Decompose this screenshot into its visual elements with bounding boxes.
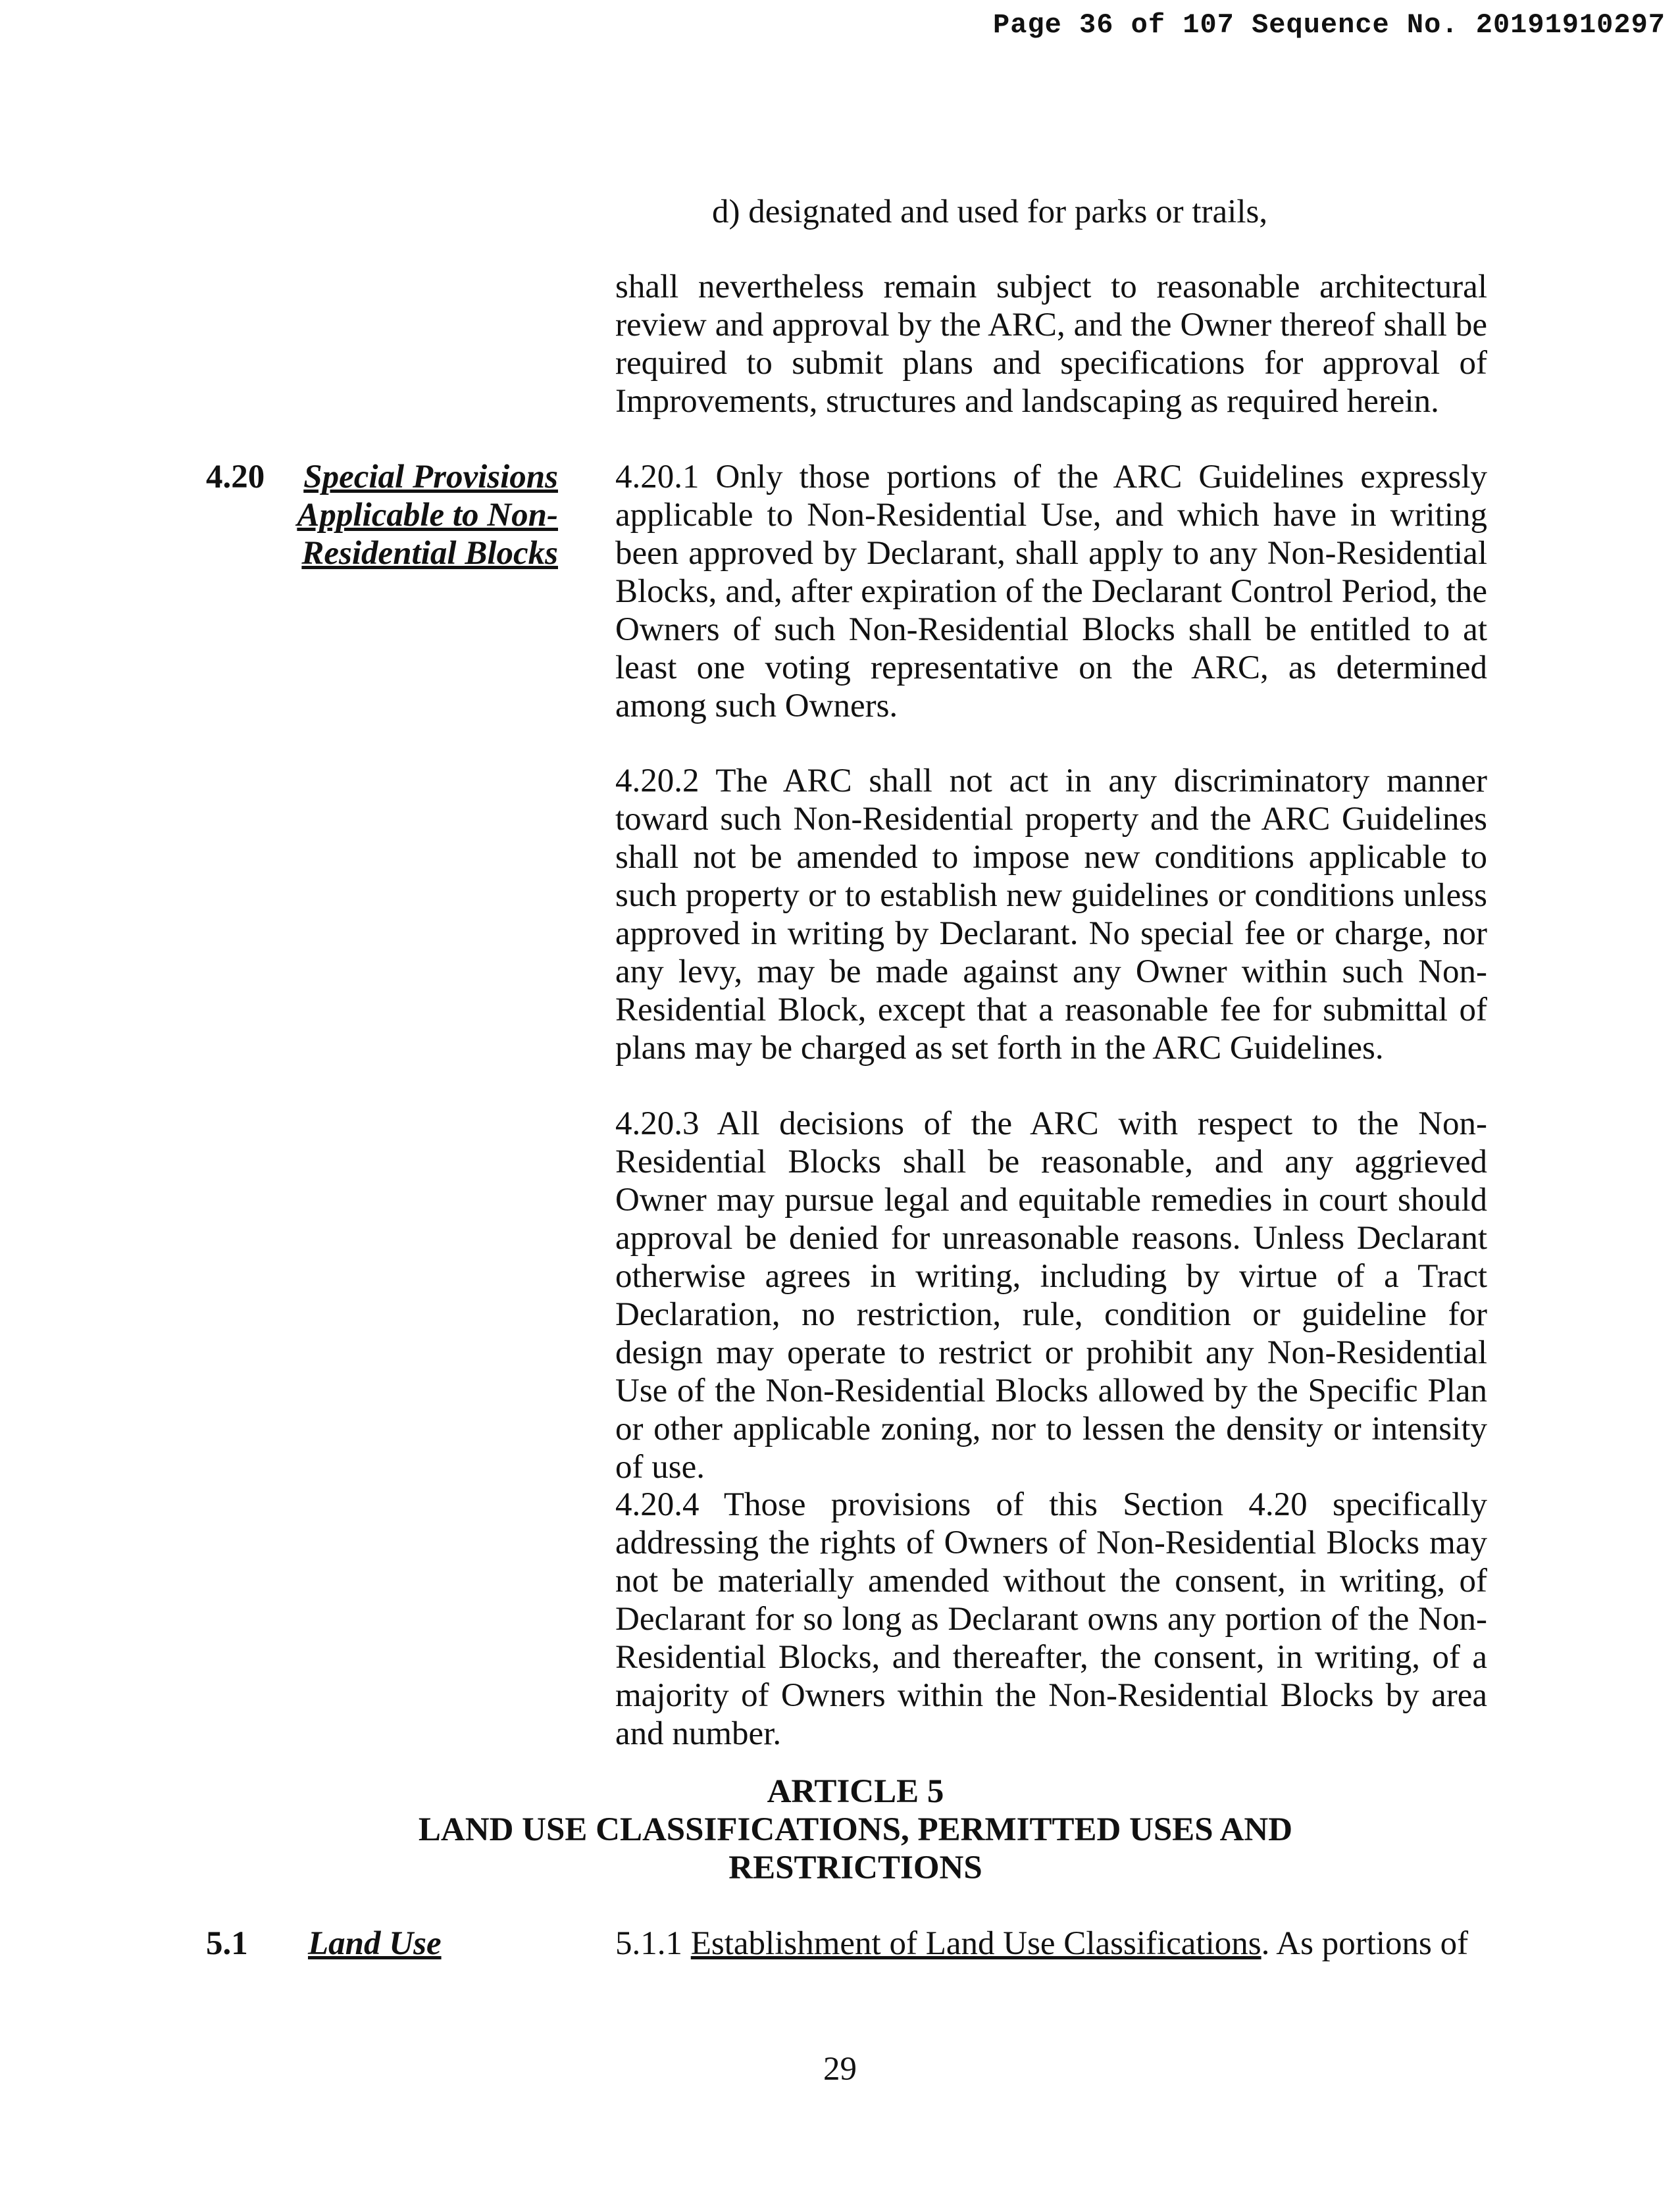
article-heading xyxy=(342,1773,1369,1887)
article-number: ARTICLE 5 xyxy=(767,1773,944,1810)
list-item-d: d) designated and used for parks or trails, xyxy=(712,193,1268,230)
section-title-5-1: Land Use xyxy=(308,1925,442,1962)
page-sequence-stamp: Page 36 of 107 Sequence No. 20191910297 xyxy=(993,9,1666,41)
subsection-text: . As portions of xyxy=(1261,1925,1469,1962)
continuation-paragraph: shall nevertheless remain subject to reasonable architectural review and approval by the ARC, and the Owner thereof shall be required to submit plans and specifications for approval of Improvements, structures and landscaping as required herein. xyxy=(615,268,1487,420)
section-number-4-20: 4.20 xyxy=(206,459,265,495)
paragraph-4-20-4: 4.20.4 Those provisions of this Section 4.20 specifically addressing the rights of Owners of Non-Residential Blocks may not be materially amended without the consent, in writing, of Declarant for so long as Declarant owns any portion of the Non-Residential Blocks, and thereafter, the consent, in writing, of a majority of Owners within the Non-Residential Blocks by area and number. xyxy=(615,1486,1487,1752)
section-title-line: Special Provisions xyxy=(303,459,558,495)
subsection-5-1-1 xyxy=(615,1925,1487,1963)
article-title-line: RESTRICTIONS xyxy=(728,1849,982,1886)
subsection-number: 5.1.1 xyxy=(615,1925,682,1962)
section-title-line: Residential Blocks xyxy=(301,535,558,572)
section-number-5-1: 5.1 xyxy=(206,1925,248,1962)
section-title-4-20 xyxy=(290,458,558,572)
section-title-line: Applicable to Non- xyxy=(297,497,558,534)
subsection-heading: Establishment of Land Use Classifications xyxy=(690,1925,1261,1962)
article-title-line: LAND USE CLASSIFICATIONS, PERMITTED USES AND xyxy=(418,1811,1293,1848)
paragraph-4-20-3: 4.20.3 All decisions of the ARC with respect to the Non-Residential Blocks shall be reasonable, and any aggrieved Owner may pursue legal and equitable remedies in court should approval be denied for unreasonable reasons. Unless Declarant otherwise agrees in writing, including by virtue of a Tract Declaration, no restriction, rule, condition or guideline for design may operate to restrict or prohibit any Non-Residential Use of the Non-Residential Blocks allowed by the Specific Plan or other applicable zoning, nor to lessen the density or intensity of use. xyxy=(615,1105,1487,1486)
paragraph-4-20-2: 4.20.2 The ARC shall not act in any discriminatory manner toward such Non-Residential property and the ARC Guidelines shall not be amended to impose new conditions applicable to such property or to establish new guidelines or conditions unless approved in writing by Declarant. No special fee or charge, nor any levy, may be made against any Owner within such Non-Residential Block, except that a reasonable fee for submittal of plans may be charged as set forth in the ARC Guidelines. xyxy=(615,763,1487,1067)
page-number: 29 xyxy=(823,2051,857,2088)
paragraph-4-20-1: 4.20.1 Only those portions of the ARC Guidelines expressly applicable to Non-Residential Use, and which have in writing been approved by Declarant, shall apply to any Non-Residential Blocks, and, after expiration of the Declarant Control Period, the Owners of such Non-Residential Blocks shall be entitled to at least one voting representative on the ARC, as determined among such Owners. xyxy=(615,459,1487,724)
